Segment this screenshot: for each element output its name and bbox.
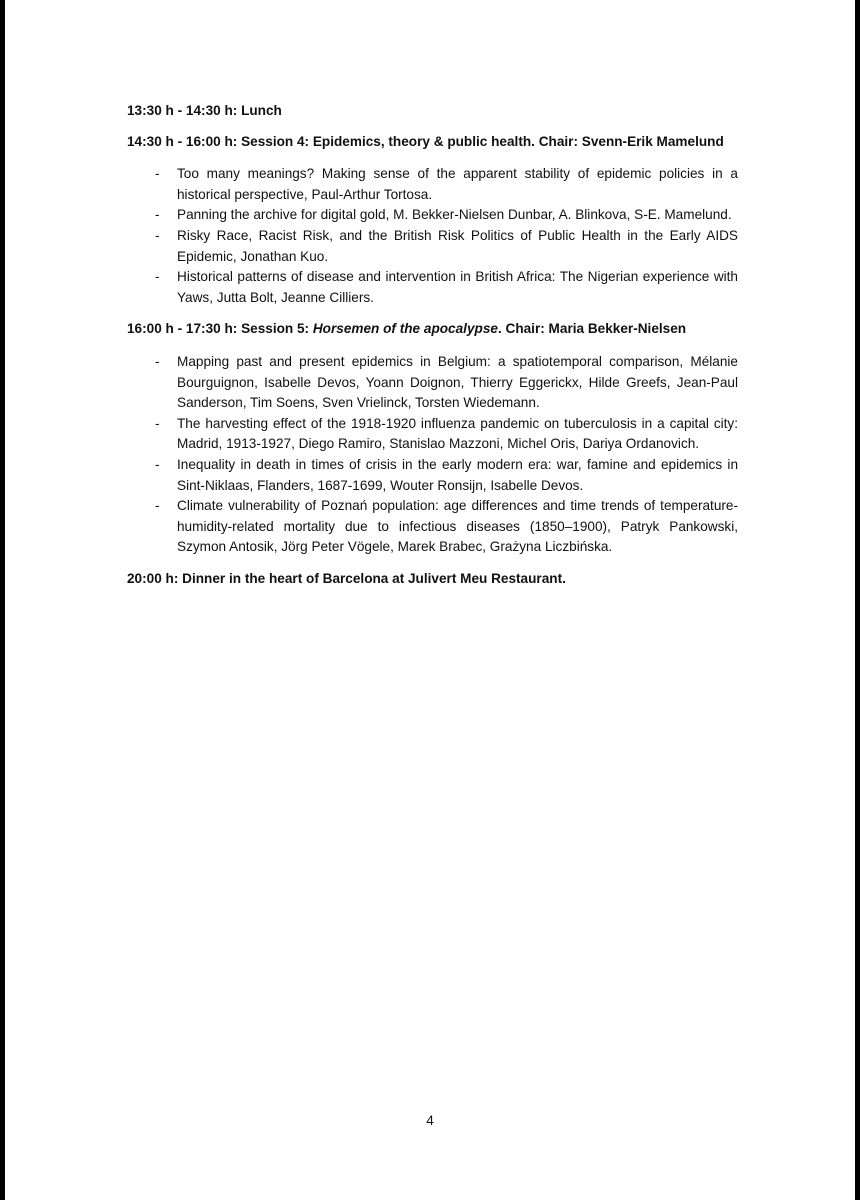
bullet-dash: -	[155, 415, 160, 431]
list-item	[127, 164, 738, 205]
session-5-talk-list	[127, 352, 738, 558]
session-5-title: Horsemen of the apocalypse	[312, 321, 498, 337]
dinner-slot: 20:00 h: Dinner in the heart of Barcelona at Julivert Meu Restaurant.	[127, 570, 566, 586]
talk-text: Inequality in death in times of crisis in the early modern era: war, famine and epidemics in Sint-Niklaas, Flanders, 1687-1699, Wouter Ronsijn, Isabelle Devos.	[177, 456, 738, 493]
bullet-dash: -	[155, 456, 160, 472]
talk-text: Climate vulnerability of Poznań population: age differences and time trends of temperature-humidity-related mortality due to infectious diseases (1850–1900), Patryk Pankowski, Szymon Antosik, Jörg Peter Vögele, Marek Brabec, Grażyna Liczbińska.	[177, 498, 738, 555]
talk-text: Risky Race, Racist Risk, and the British Risk Politics of Public Health in the Early AIDS Epidemic, Jonathan Kuo.	[177, 227, 738, 264]
bullet-dash: -	[155, 498, 160, 514]
session-5-heading	[127, 319, 738, 340]
list-item	[127, 267, 738, 308]
list-item	[127, 414, 738, 455]
talk-text: Panning the archive for digital gold, M. Bekker-Nielsen Dunbar, A. Blinkova, S-E. Mamelund.	[177, 207, 732, 223]
list-item	[127, 352, 738, 414]
document-page	[5, 0, 855, 1200]
session-4-talk-list	[127, 164, 738, 308]
list-item	[127, 226, 738, 267]
list-item	[127, 205, 738, 226]
talk-text: Historical patterns of disease and intervention in British Africa: The Nigerian experience with Yaws, Jutta Bolt, Jeanne Cilliers.	[177, 269, 738, 305]
schedule-content	[127, 101, 738, 589]
lunch-slot: 13:30 h - 14:30 h: Lunch	[127, 103, 282, 118]
page-number: 4	[426, 1113, 434, 1128]
session-5-heading-suffix: . Chair: Maria Bekker-Nielsen	[497, 321, 687, 337]
talk-text: The harvesting effect of the 1918-1920 influenza pandemic on tuberculosis in a capital city: Madrid, 1913-1927, Diego Ramiro, Stanislao Mazzoni, Michel Oris, Dariya Ordanovich.	[177, 415, 738, 452]
session-4-heading: 14:30 h - 16:00 h: Session 4: Epidemics, theory & public health. Chair: Svenn-Erik Mamelund	[127, 133, 724, 149]
list-item	[127, 455, 738, 496]
talk-text: Mapping past and present epidemics in Belgium: a spatiotemporal comparison, Mélanie Bourguignon, Isabelle Devos, Yoann Doignon, Thierry Eggerickx, Hilde Greefs, Jean-Paul Sanderson, Tim Soens, Sven Vrielinck, Torsten Wiedemann.	[177, 353, 738, 411]
talk-text: Too many meanings? Making sense of the apparent stability of epidemic policies in a historical perspective, Paul-Arthur Tortosa.	[177, 166, 738, 202]
bullet-dash: -	[155, 166, 160, 182]
bullet-dash: -	[155, 269, 160, 285]
session-5-heading-prefix: 16:00 h - 17:30 h: Session 5:	[127, 321, 313, 337]
list-item	[127, 496, 738, 558]
bullet-dash: -	[155, 353, 160, 369]
bullet-dash: -	[155, 207, 160, 223]
bullet-dash: -	[155, 227, 160, 243]
